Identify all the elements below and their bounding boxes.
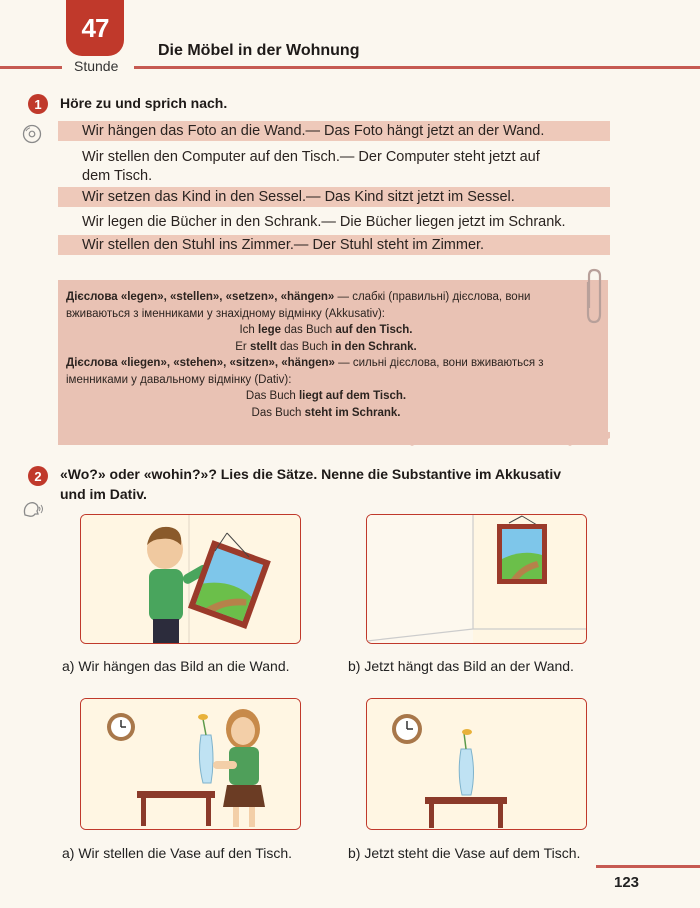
torn-edge xyxy=(58,432,610,452)
task2-instruction-line2: und im Dativ. xyxy=(60,486,147,502)
lesson-label: Stunde xyxy=(74,58,119,74)
task2-instruction-line1: «Wo?» oder «wohin?»? Lies die Sätze. Nenne die Substantive im Akkusativ xyxy=(60,466,562,482)
sentence-line: Wir legen die Bücher in den Schrank.— Die Bücher liegen jetzt im Schrank. xyxy=(82,214,566,230)
grammar-example-1: Ich lege das Buch auf den Tisch. xyxy=(239,324,413,336)
header-rule xyxy=(134,66,700,69)
illustration-vase-on-table xyxy=(366,698,587,830)
header-rule-left xyxy=(0,66,62,69)
page-title: Die Möbel in der Wohnung xyxy=(158,42,360,59)
grammar-example-2: Er stellt das Buch in den Schrank. xyxy=(235,340,417,353)
illustration-boy-hanging-picture xyxy=(80,514,301,644)
task1-instruction: Höre zu und sprich nach. xyxy=(60,95,228,111)
grammar-paragraph-2: Дієслова «liegen», «stehen», «sitzen», «hängen» — сильні дієслова, вони вживаються з іменниками у давальному відмінку (Dativ): xyxy=(66,357,544,386)
grammar-example-4: Das Buch steht im Schrank. xyxy=(251,406,401,419)
grammar-example-3: Das Buch liegt auf dem Tisch. xyxy=(245,390,407,402)
lesson-number-badge: 47 xyxy=(66,0,124,56)
audio-cd-icon xyxy=(22,124,42,144)
illustration-picture-on-wall xyxy=(366,514,587,644)
sentence-line: Wir stellen den Computer auf den Tisch.— Der Computer steht jetzt auf xyxy=(82,149,540,165)
caption-3: a) Wir stellen die Vase auf den Tisch. xyxy=(62,845,293,861)
task-number-1: 1 xyxy=(28,94,48,114)
sentence-line: dem Tisch. xyxy=(82,168,153,184)
grammar-paragraph-1: Дієслова «legen», «stellen», «setzen», «hängen» — слабкі (правильні) дієслова, вони вживаються з іменниками у знахідному відмінку (Akkusativ): xyxy=(66,291,531,320)
sentence-line: Wir setzen das Kind in den Sessel.— Das Kind sitzt jetzt im Sessel. xyxy=(58,187,610,207)
speaking-head-icon xyxy=(22,500,44,520)
caption-1: a) Wir hängen das Bild an die Wand. xyxy=(62,658,290,674)
caption-4: b) Jetzt steht die Vase auf dem Tisch. xyxy=(348,845,581,861)
caption-2: b) Jetzt hängt das Bild an der Wand. xyxy=(348,658,574,674)
sentence-line: Wir stellen den Stuhl ins Zimmer.— Der Stuhl steht im Zimmer. xyxy=(58,235,610,255)
footer-rule xyxy=(596,865,700,868)
illustration-girl-putting-vase xyxy=(80,698,301,830)
page-number: 123 xyxy=(614,874,640,891)
task-number-2: 2 xyxy=(28,466,48,486)
grammar-text xyxy=(66,289,586,421)
sentence-line: Wir hängen das Foto an die Wand.— Das Foto hängt jetzt an der Wand. xyxy=(58,121,610,141)
